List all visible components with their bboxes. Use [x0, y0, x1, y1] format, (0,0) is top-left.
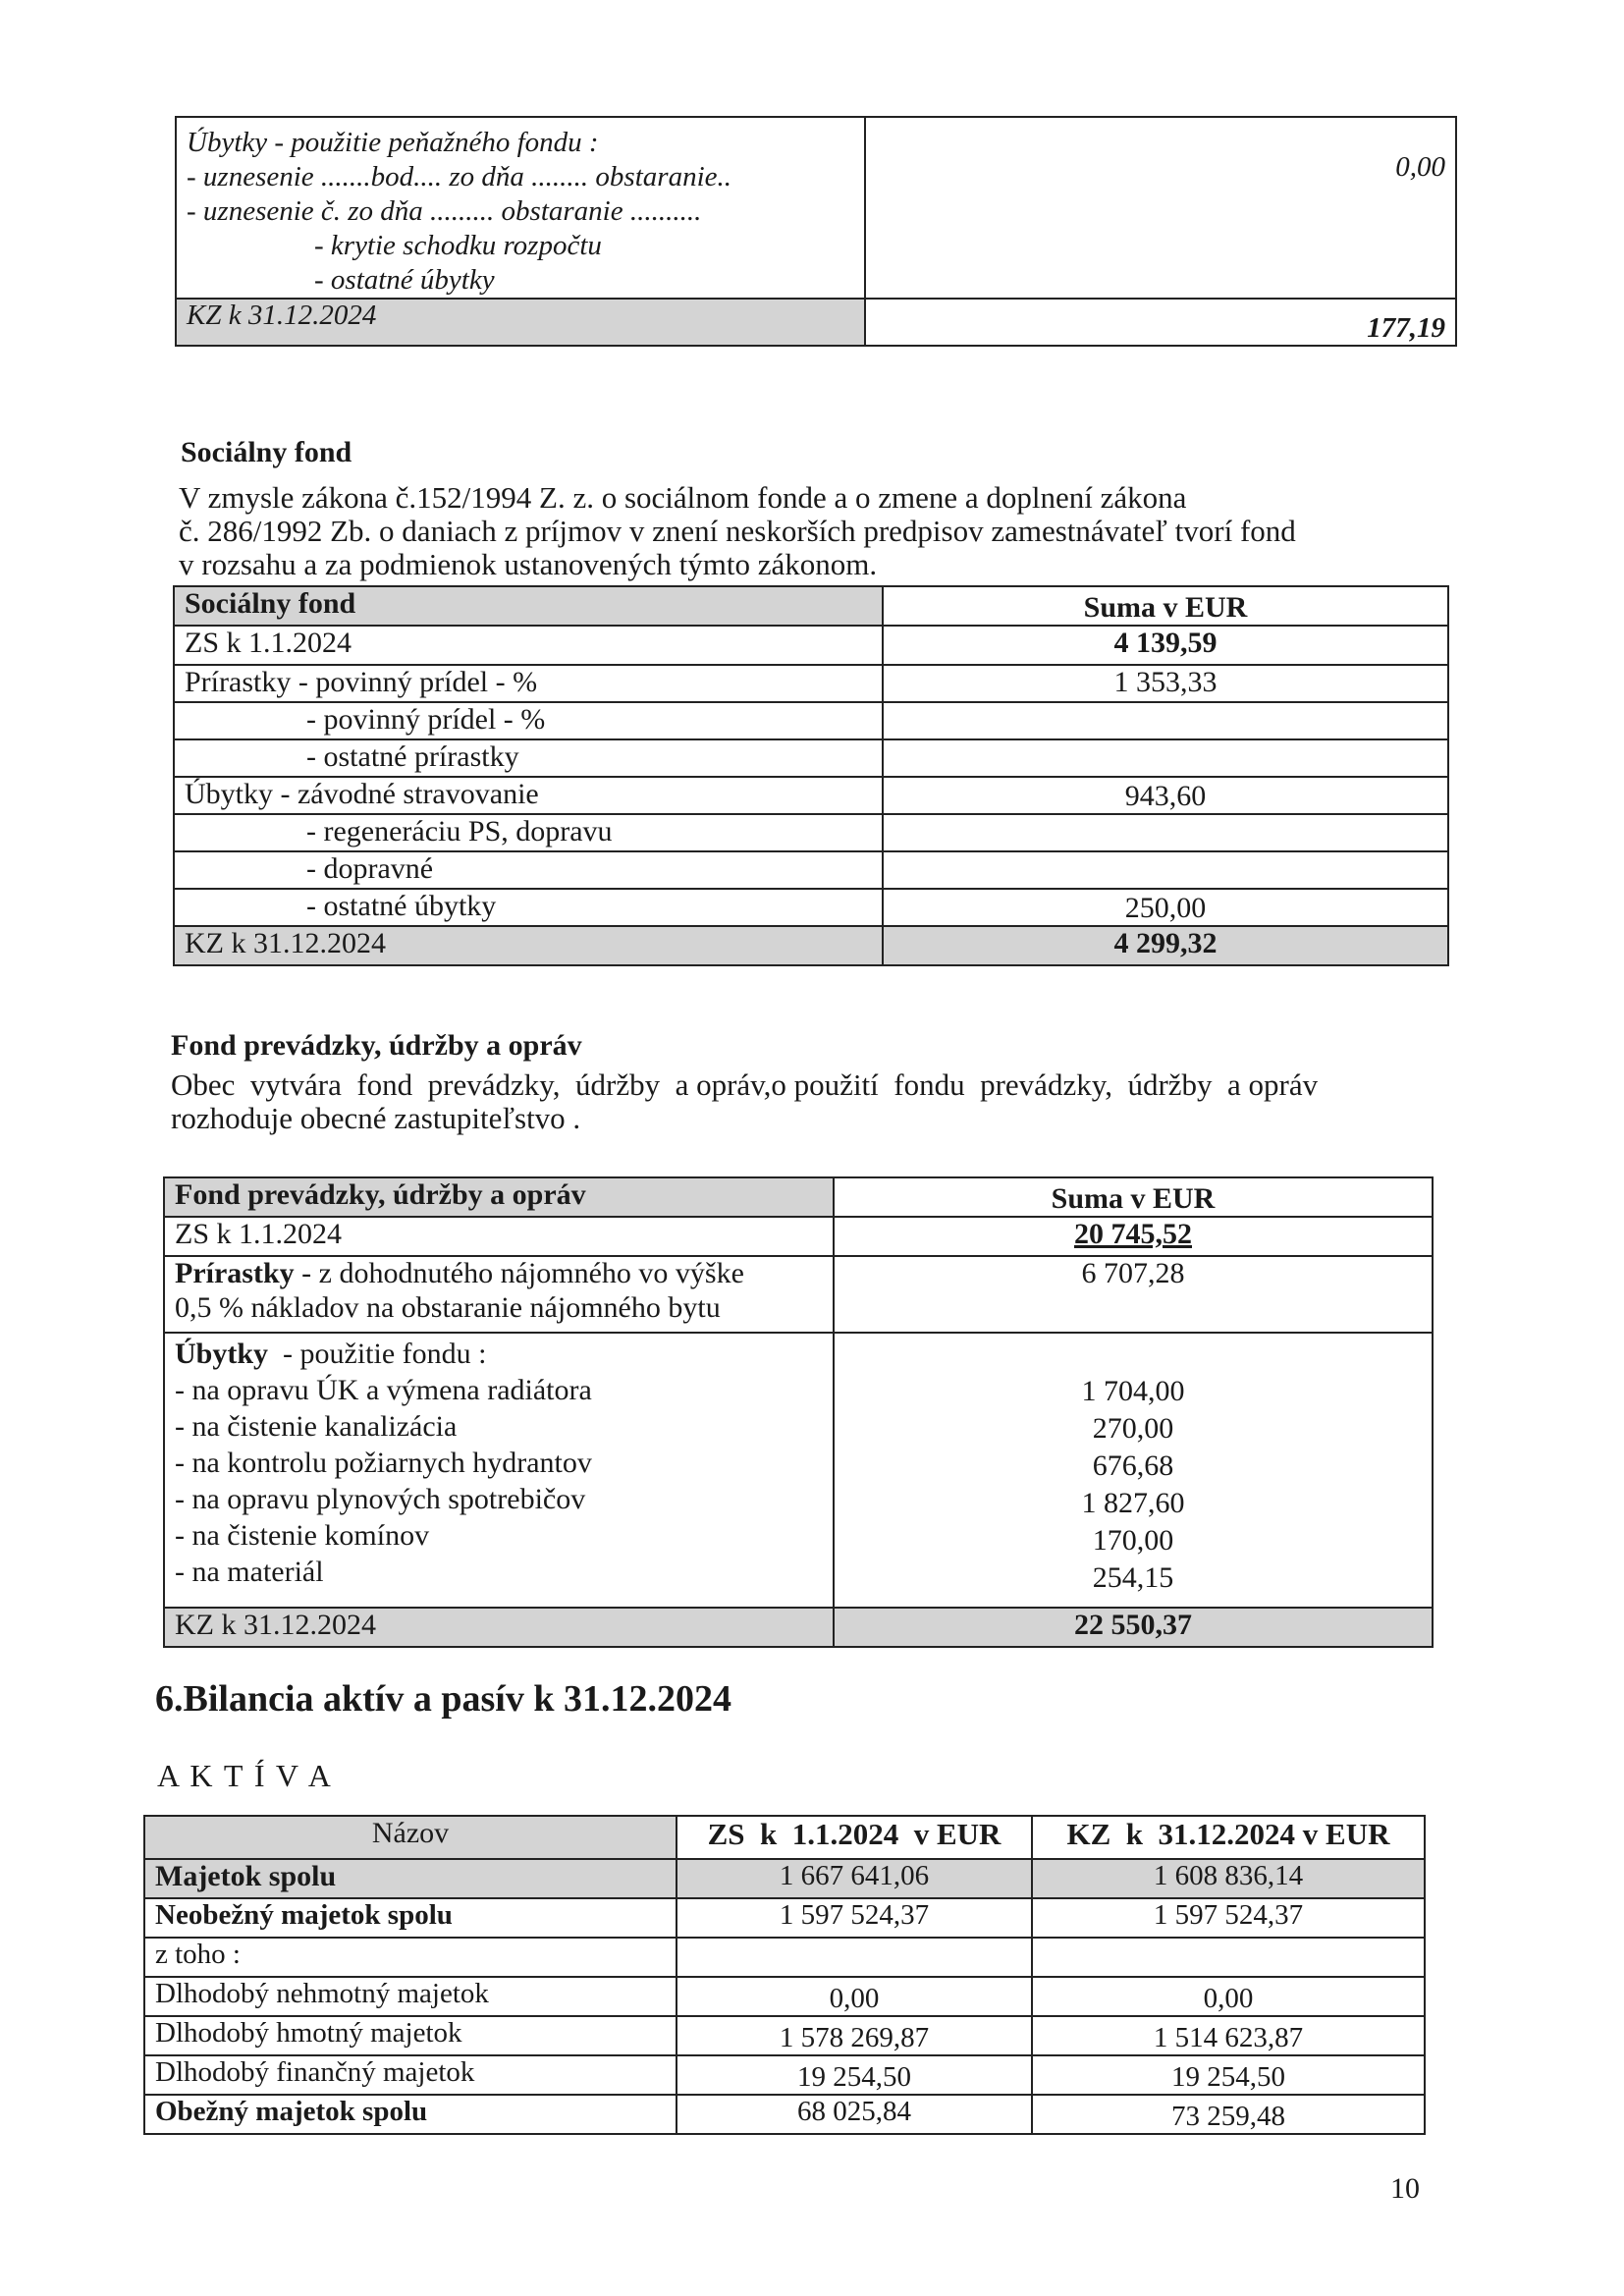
aktiva-row-name: Neobežný majetok spolu	[144, 1898, 677, 1938]
aktiva-row-kz	[1032, 1938, 1425, 1977]
reserve-kz-label: KZ k 31.12.2024	[176, 299, 865, 346]
aktiva-row-zs: 1 578 269,87	[677, 2016, 1032, 2055]
ubytky-item-label: - na čistenie komínov	[175, 1519, 430, 1552]
maintenance-kz-label: KZ k 31.12.2024	[164, 1608, 834, 1647]
maintenance-zs-label: ZS k 1.1.2024	[164, 1217, 834, 1256]
social-row-value: 250,00	[883, 889, 1448, 926]
aktiva-row-zs: 1 597 524,37	[677, 1898, 1032, 1938]
ubytky-item-value: 676,68	[1092, 1449, 1174, 1482]
reserve-line: - uznesenie .......bod.... zo dňa ........ obstaranie..	[187, 161, 731, 192]
ubytky-label: Úbytky	[175, 1338, 269, 1370]
social-row-value	[883, 739, 1448, 777]
ubytky-item-value: 170,00	[1092, 1524, 1174, 1557]
aktiva-row-kz: 1 514 623,87	[1032, 2016, 1425, 2055]
paragraph-line: č. 286/1992 Zb. o daniach z príjmov v znení neskorších predpisov zamestnávateľ tvorí fond	[179, 514, 1296, 548]
ubytky-item-value: 254,15	[1092, 1561, 1174, 1594]
maintenance-ubytky-values	[834, 1333, 1433, 1608]
social-row-label: - dopravné	[174, 851, 883, 889]
ubytky-text: - použitie fondu :	[268, 1338, 487, 1370]
maintenance-ubytky-cell	[164, 1333, 834, 1608]
social-fund-paragraph	[179, 481, 1455, 581]
aktiva-col-header: Názov	[144, 1816, 677, 1859]
aktiva-row-kz: 0,00	[1032, 1977, 1425, 2016]
aktiva-row-zs: 0,00	[677, 1977, 1032, 2016]
ubytky-item-label: - na kontrolu požiarnych hydrantov	[175, 1447, 592, 1479]
aktiva-row-name: Obežný majetok spolu	[144, 2095, 677, 2134]
paragraph-line: Obec vytvára fond prevádzky, údržby a opráv,o použití fondu prevádzky, údržby a opráv	[171, 1067, 1319, 1102]
aktiva-col-header: KZ k 31.12.2024 v EUR	[1032, 1816, 1425, 1859]
reserve-line: Úbytky - použitie peňažného fondu :	[187, 127, 599, 158]
social-row-label: ZS k 1.1.2024	[174, 626, 883, 665]
paragraph-line: rozhoduje obecné zastupiteľstvo .	[171, 1101, 581, 1135]
aktiva-row-kz: 73 259,48	[1032, 2095, 1425, 2134]
aktiva-row-name: Dlhodobý finančný majetok	[144, 2055, 677, 2095]
social-row-label: - ostatné úbytky	[174, 889, 883, 926]
social-row-value	[883, 702, 1448, 739]
aktiva-heading: A K T Í V A	[157, 1758, 333, 1793]
aktiva-row-name: z toho :	[144, 1938, 677, 1977]
aktiva-table	[143, 1815, 1426, 2135]
reserve-fund-tail-table	[175, 116, 1457, 347]
paragraph-line: v rozsahu a za podmienok ustanovených týmto zákonom.	[179, 547, 878, 581]
ubytky-item-label: - na čistenie kanalizácia	[175, 1410, 458, 1443]
maintenance-header-left: Fond prevádzky, údržby a opráv	[164, 1177, 834, 1217]
maintenance-fund-paragraph	[171, 1068, 1457, 1135]
aktiva-row-name: Dlhodobý nehmotný majetok	[144, 1977, 677, 2016]
ubytky-item-value: 270,00	[1092, 1412, 1174, 1445]
maintenance-zs-value: 20 745,52	[834, 1217, 1433, 1256]
reserve-kz-value: 177,19	[865, 299, 1456, 346]
maintenance-fund-heading: Fond prevádzky, údržby a opráv	[171, 1029, 582, 1062]
ubytky-item-label: - na opravu plynových spotrebičov	[175, 1483, 586, 1515]
social-row-label: - ostatné prírastky	[174, 739, 883, 777]
aktiva-row-kz: 1 608 836,14	[1032, 1859, 1425, 1898]
prirastky-label: Prírastky	[175, 1257, 295, 1289]
aktiva-row-zs: 1 667 641,06	[677, 1859, 1032, 1898]
aktiva-row-kz: 1 597 524,37	[1032, 1898, 1425, 1938]
social-row-label: Úbytky - závodné stravovanie	[174, 777, 883, 814]
social-kz-label: KZ k 31.12.2024	[174, 926, 883, 965]
social-row-label: - povinný prídel - %	[174, 702, 883, 739]
maintenance-prirastky-cell	[164, 1256, 834, 1333]
ubytky-item-label: - na opravu ÚK a výmena radiátora	[175, 1374, 592, 1406]
reserve-line: - uznesenie č. zo dňa ......... obstaranie ..........	[187, 195, 702, 227]
maintenance-kz-value: 22 550,37	[834, 1608, 1433, 1647]
aktiva-row-name: Majetok spolu	[144, 1859, 677, 1898]
aktiva-row-kz: 19 254,50	[1032, 2055, 1425, 2095]
reserve-line: - ostatné úbytky	[314, 264, 495, 296]
ubytky-item-value: 1 827,60	[1081, 1487, 1185, 1519]
social-header-left: Sociálny fond	[174, 586, 883, 626]
reserve-ubytky-cell	[176, 117, 865, 299]
ubytky-item-label: - na materiál	[175, 1556, 324, 1588]
social-row-value	[883, 814, 1448, 851]
maintenance-header-right: Suma v EUR	[834, 1177, 1433, 1217]
reserve-ubytky-value: 0,00	[865, 117, 1456, 299]
ubytky-item-value: 1 704,00	[1081, 1375, 1185, 1407]
reserve-line: - krytie schodku rozpočtu	[314, 230, 602, 261]
aktiva-row-zs: 68 025,84	[677, 2095, 1032, 2134]
aktiva-row-zs	[677, 1938, 1032, 1977]
prirastky-text: - z dohodnutého nájomného vo výške	[294, 1257, 744, 1289]
aktiva-col-header: ZS k 1.1.2024 v EUR	[677, 1816, 1032, 1859]
social-row-value: 943,60	[883, 777, 1448, 814]
balance-heading: 6.Bilancia aktív a pasív k 31.12.2024	[155, 1678, 731, 1720]
aktiva-row-zs: 19 254,50	[677, 2055, 1032, 2095]
paragraph-line: V zmysle zákona č.152/1994 Z. z. o sociálnom fonde a o zmene a doplnení zákona	[179, 480, 1187, 515]
maintenance-prirastky-value: 6 707,28	[834, 1256, 1433, 1333]
page-number: 10	[1390, 2172, 1420, 2205]
social-row-label: - regeneráciu PS, dopravu	[174, 814, 883, 851]
maintenance-fund-table	[163, 1176, 1434, 1648]
social-header-right: Suma v EUR	[883, 586, 1448, 626]
prirastky-text2: 0,5 % nákladov na obstaranie nájomného bytu	[175, 1290, 721, 1324]
social-row-value: 4 139,59	[883, 626, 1448, 665]
social-row-value	[883, 851, 1448, 889]
social-kz-value: 4 299,32	[883, 926, 1448, 965]
social-fund-table	[173, 585, 1449, 966]
social-row-label: Prírastky - povinný prídel - %	[174, 665, 883, 702]
social-fund-heading: Sociálny fond	[181, 436, 352, 468]
social-row-value: 1 353,33	[883, 665, 1448, 702]
aktiva-row-name: Dlhodobý hmotný majetok	[144, 2016, 677, 2055]
